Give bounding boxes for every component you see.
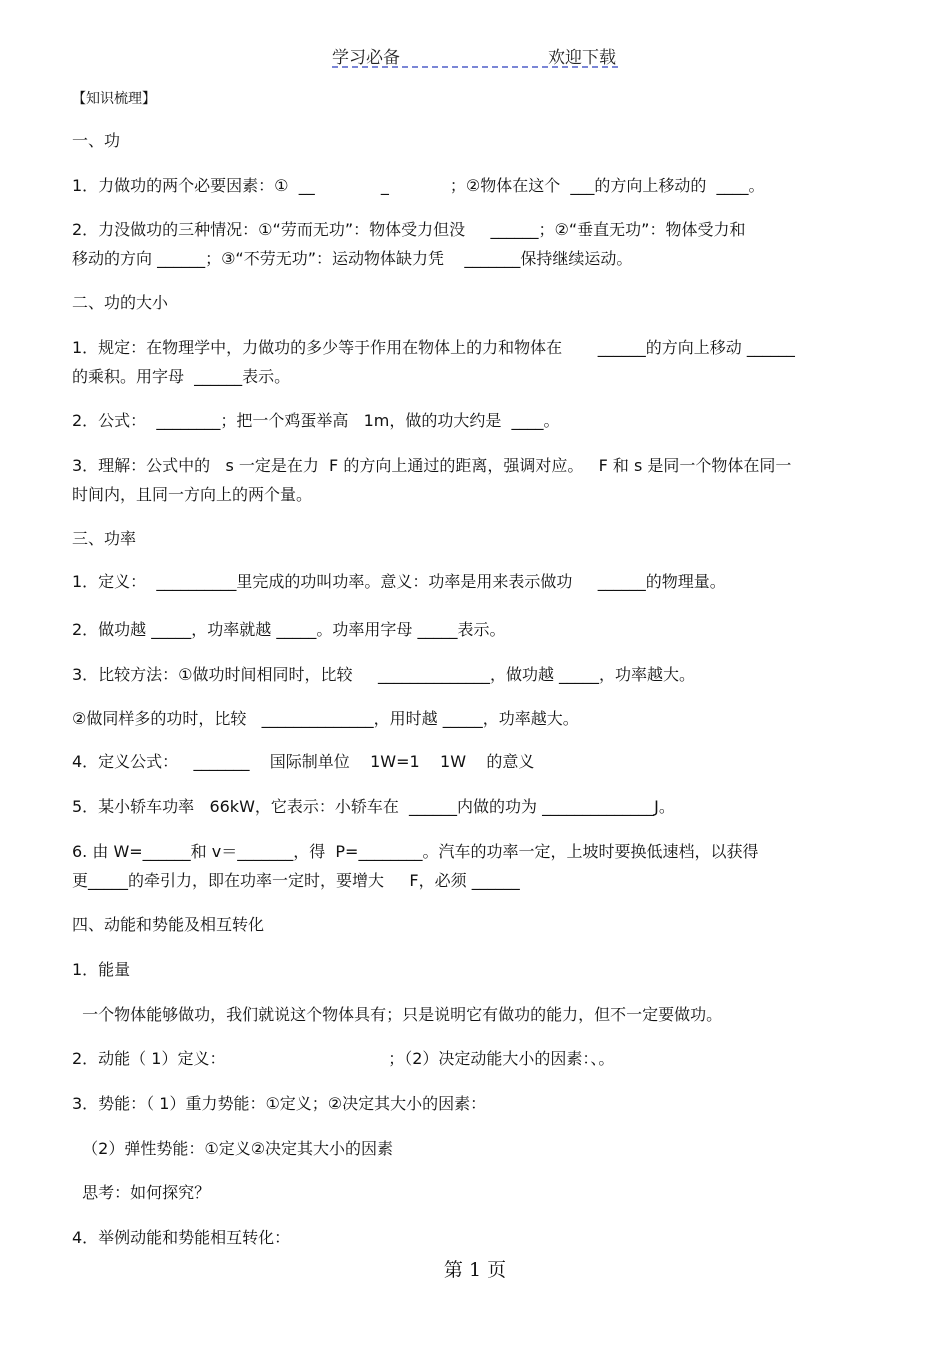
power-item-3-continued: ②做同样多的功时，比较 ______________，用时越 _____，功率越大。 (72, 709, 579, 728)
section-heading-energy: 四、动能和势能及相互转化 (72, 915, 265, 934)
power-item-6-line-2: 更_____的牵引力，即在功率一定时，要增大 F，必须 ______ (72, 871, 520, 890)
power-item-3: 3．比较方法：①做功时间相同时，比较 ______________，做功越 _____，功率越大。 (72, 665, 696, 684)
section-heading-work: 一、功 (72, 131, 121, 150)
energy-item-1-description: 一个物体能够做功，我们就说这个物体具有；只是说明它有做功的能力，但不一定要做功。 (72, 1005, 723, 1024)
energy-item-3: 3．势能：（ 1）重力势能：①定义；②决定其大小的因素： (72, 1094, 487, 1113)
energy-item-1: 1．能量 (72, 960, 131, 979)
page-header (332, 42, 618, 68)
work-amount-item-3-line-1: 3．理解：公式中的 s 一定是在力 F 的方向上通过的距离，强调对应。 F 和 s 是同一个物体在同一 (72, 456, 792, 475)
section-tag-knowledge: 【知识梳理】 (72, 91, 156, 107)
work-amount-item-1-line-1: 1．规定：在物理学中，力做功的多少等于作用在物体上的力和物体在 ______的方向上移动 ______ (72, 338, 795, 357)
power-item-2: 2．做功越 _____，功率就越 _____。功率用字母 _____表示。 (72, 620, 506, 639)
header-left-text: 学习必备 (332, 48, 400, 68)
work-amount-item-2: 2．公式： ________；把一个鸡蛋举高 1m，做的功大约是 ____。 (72, 411, 560, 430)
energy-item-3-elastic: （2）弹性势能：①定义②决定其大小的因素 (72, 1139, 394, 1158)
energy-item-4: 4．举例动能和势能相互转化： (72, 1228, 291, 1247)
energy-think-question: 思考：如何探究？ (72, 1183, 211, 1202)
power-item-1: 1．定义： __________里完成的功叫功率。意义：功率是用来表示做功 ______的物理量。 (72, 572, 726, 591)
work-item-1: 1．力做功的两个必要因素：① __ _ ；②物体在这个 ___的方向上移动的 ____。 (72, 176, 765, 195)
power-item-5: 5．某小轿车功率 66kW，它表示：小轿车在 ______内做的功为 ______________J。 (72, 797, 675, 816)
section-heading-work-amount: 二、功的大小 (72, 293, 169, 312)
work-amount-item-3-line-2: 时间内，且同一方向上的两个量。 (72, 485, 313, 504)
energy-item-2: 2．动能（ 1）定义： ；（2）决定动能大小的因素：、。 (72, 1049, 615, 1068)
work-amount-item-1-line-2: 的乘积。用字母 ______表示。 (72, 367, 291, 386)
page-number: 第 1 页 (443, 1259, 507, 1281)
section-heading-power: 三、功率 (72, 529, 137, 548)
header-right-text: 欢迎下载 (548, 48, 616, 68)
work-item-2-line-1: 2．力没做功的三种情况：①“劳而无功”：物体受力但没 ______；②“垂直无功”：物体受力和 (72, 220, 746, 239)
work-item-2-line-2: 移动的方向 ______；③“不劳无功”：运动物体缺力凭 _______保持继续运动。 (72, 249, 633, 268)
power-item-6-line-1: 6. 由 W=______和 v＝_______，得 P=________。汽车的功率一定，上坡时要换低速档，以获得 (72, 842, 759, 861)
power-item-4: 4．定义公式： _______ 国际制单位 1W=1 1W 的意义 (72, 752, 535, 771)
